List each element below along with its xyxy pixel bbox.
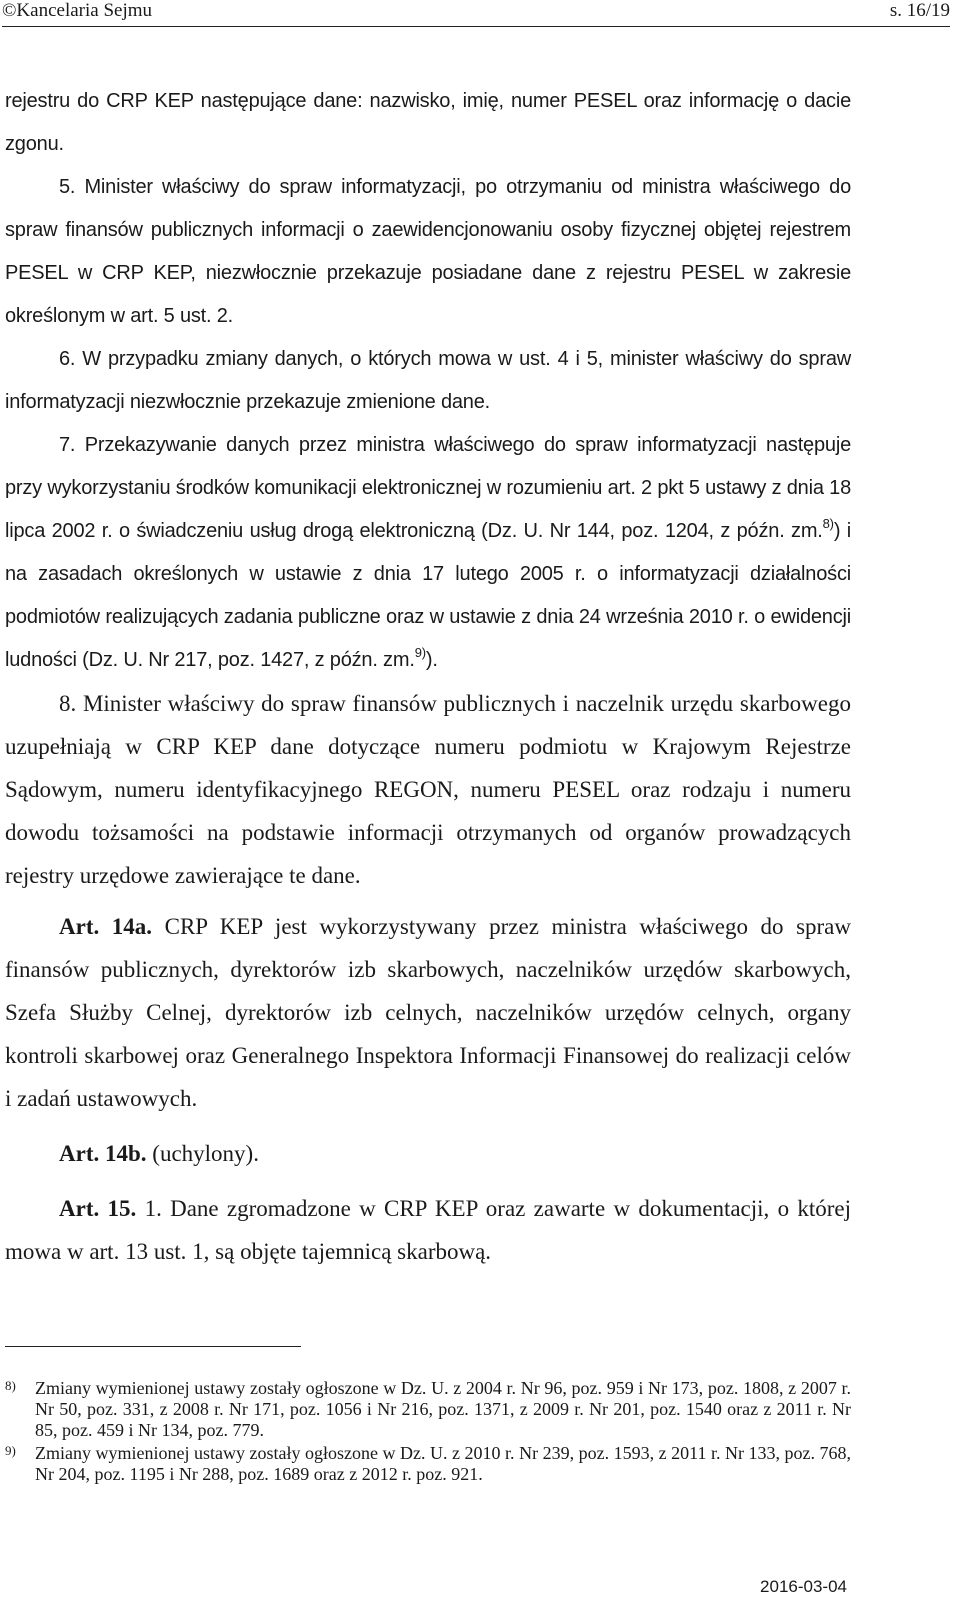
document-date: 2016-03-04 (760, 1577, 847, 1596)
article-15 (5, 1187, 851, 1273)
article-14b-text: (uchylony). (146, 1141, 259, 1166)
footnote-ref-9[interactable]: 9) (414, 645, 426, 660)
copyright-label: ©Kancelaria Sejmu (2, 0, 153, 21)
article-14b-label: Art. 14b. (59, 1141, 147, 1166)
footnote-mark: 9) (5, 1443, 16, 1458)
page-header (2, 0, 950, 27)
page-number: s. 16/19 (889, 0, 950, 21)
paragraph-continuation: rejestru do CRP KEP następujące dane: nazwisko, imię, numer PESEL oraz informację o dacie zgonu. (5, 90, 851, 155)
paragraph-6: 6. W przypadku zmiany danych, o których mowa w ust. 4 i 5, minister właściwy do spraw informatyzacji niezwłocznie przekazuje zmienione dane. (5, 348, 851, 413)
article-14a-text: CRP KEP jest wykorzystywany przez ministra właściwego do spraw finansów publicznych, dyrektorów izb skarbowych, naczelników urzędów skarbowych, Szefa Służby Celnej, dyrektorów izb celnych, naczelników urzędów celnych, organy kontroli skarbowej oraz Generalnego Inspektora Informacji Finansowej do realizacji celów i zadań ustawowych. (5, 914, 851, 1111)
paragraph-8: 8. Minister właściwy do spraw finansów publicznych i naczelnik urzędu skarbowego uzupełniają w CRP KEP dane dotyczące numeru podmiotu w Krajowym Rejestrze Sądowym, numeru identyfikacyjnego REGON, numeru PESEL oraz rodzaju i numeru dowodu tożsamości na podstawie informacji otrzymanych od organów prowadzących rejestry urzędowe zawierające te dane. (5, 691, 851, 888)
footnote-text: Zmiany wymienionej ustawy zostały ogłoszone w Dz. U. z 2010 r. Nr 239, poz. 1593, z 2011 r. Nr 133, poz. 768, Nr 204, poz. 1195 i Nr 288, poz. 1689 oraz z 2012 r. poz. 921. (35, 1443, 851, 1484)
footnote-8 (5, 1378, 851, 1441)
article-15-label: Art. 15. (59, 1196, 137, 1221)
paragraph-7-text-b: ) i na zasadach określonych w ustawie z dnia 17 lutego 2005 r. o informatyzacji działalności podmiotów realizujących zadania publiczne oraz w ustawie z dnia 24 września 2010 r. o ewidencji ludności (Dz. U. Nr 217, poz. 1427, z późn. zm. (5, 520, 852, 671)
article-15-text: 1. Dane zgromadzone w CRP KEP oraz zawarte w dokumentacji, o której mowa w art. 13 ust. 1, są objęte tajemnicą skarbową. (5, 1196, 852, 1264)
footnote-mark: 8) (5, 1378, 16, 1393)
paragraph-7 (5, 424, 851, 682)
footnote-ref-8[interactable]: 8) (822, 516, 834, 531)
paragraph-7-text-a: 7. Przekazywanie danych przez ministra właściwego do spraw informatyzacji następuje przy wykorzystaniu środków komunikacji elektronicznej w rozumieniu art. 2 pkt 5 ustawy z dnia 18 lipca 2002 r. o świadczeniu usług drogą elektroniczną (Dz. U. Nr 144, poz. 1204, z późn. zm. (5, 434, 851, 542)
paragraph-7-text-c: ). (425, 649, 438, 671)
article-14b (5, 1132, 851, 1175)
document-body (5, 80, 851, 1273)
article-14a (5, 905, 851, 1120)
footnote-divider (5, 1346, 301, 1347)
article-14a-label: Art. 14a. (59, 914, 153, 939)
footnote-9 (5, 1443, 851, 1485)
footnote-text: Zmiany wymienionej ustawy zostały ogłoszone w Dz. U. z 2004 r. Nr 96, poz. 959 i Nr 173, poz. 1808, z 2007 r. Nr 50, poz. 331, z 2008 r. Nr 171, poz. 1056 i Nr 216, poz. 1371, z 2009 r. Nr 201, poz. 1540 oraz z 2011 r. Nr 85, poz. 459 i Nr 134, poz. 779. (35, 1378, 851, 1440)
paragraph-5: 5. Minister właściwy do spraw informatyzacji, po otrzymaniu od ministra właściwego do spraw finansów publicznych informacji o zaewidencjonowaniu osoby fizycznej objętej rejestrem PESEL w CRP KEP, niezwłocznie przekazuje posiadane dane z rejestru PESEL w zakresie określonym w art. 5 ust. 2. (5, 176, 851, 327)
